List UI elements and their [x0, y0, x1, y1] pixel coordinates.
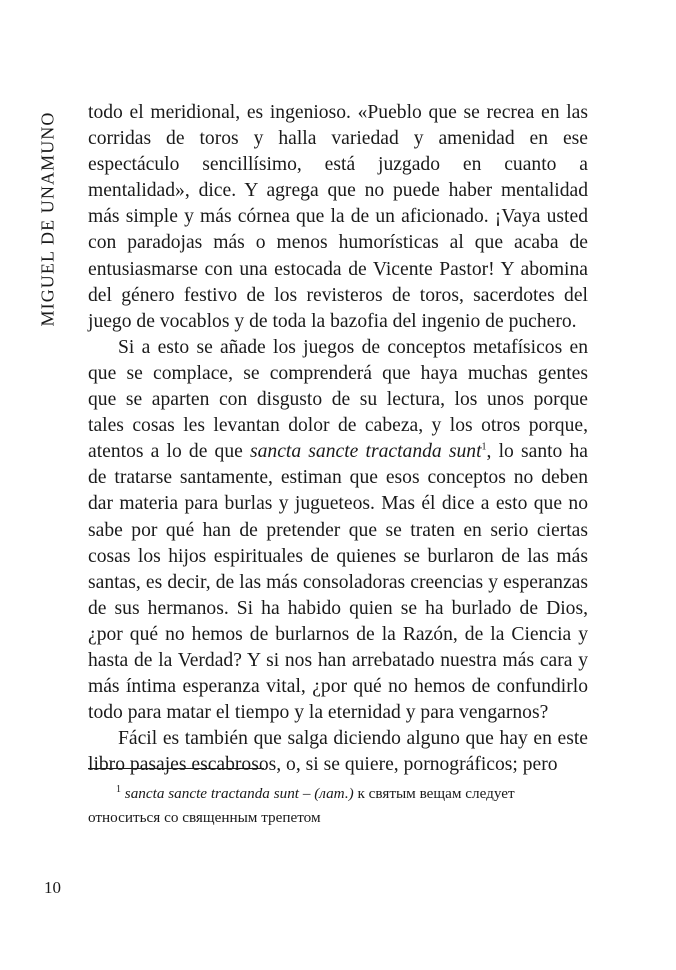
footnote-rule — [88, 768, 264, 769]
text-line — [88, 518, 588, 544]
text-line — [88, 204, 588, 230]
text-segment: libro pasajes escabrosos, o, si se quiere, pornográficos; pero — [88, 754, 558, 776]
text-line — [88, 257, 588, 283]
text-line — [88, 230, 588, 256]
text-line — [88, 439, 588, 465]
footnote-line — [88, 782, 588, 806]
text-segment: con paradojas más o menos humorísticas al que acaba de — [88, 232, 588, 254]
text-segment: atentos a lo de que — [88, 441, 250, 463]
footnote-lang: (лат.) — [314, 785, 354, 802]
text-line — [88, 413, 588, 439]
text-segment: sabe por qué han de pretender que se traten en serio ciertas — [88, 519, 588, 541]
text-segment: Fácil es también que salga diciendo alguno que hay en este — [118, 728, 588, 750]
footnote-dash: – — [299, 785, 315, 802]
text-segment: más simple y más córnea que la de un aficionado. ¡Vaya usted — [88, 206, 588, 228]
text-line — [88, 596, 588, 622]
text-line — [88, 335, 588, 361]
text-segment: dar materia para burlas y jugueteos. Mas él dice a esto que no — [88, 493, 588, 515]
text-segment: juego de vocablos y de toda la bazofia del ingenio de puchero. — [88, 310, 577, 332]
text-segment: sancta sancte tractanda sunt — [250, 441, 482, 463]
page-number: 10 — [44, 878, 61, 897]
text-segment: todo para matar el tiempo y la eternidad y para vengarnos? — [88, 702, 549, 724]
text-line — [88, 126, 588, 152]
footnote-marker: 1 — [116, 783, 121, 795]
footnote-ref: 1 — [481, 441, 487, 453]
text-line — [88, 726, 588, 752]
text-segment: corridas de toros y halla variedad y amenidad en ese — [88, 128, 588, 150]
text-line — [88, 178, 588, 204]
text-line — [88, 465, 588, 491]
text-line — [88, 570, 588, 596]
text-segment: Si a esto se añade los juegos de conceptos metafísicos en — [118, 336, 588, 358]
text-segment: que se complace, se comprenderá que haya muchas gentes — [88, 362, 588, 384]
text-segment: de sus hermanos. Si ha habido quien se ha burlado de Dios, — [88, 597, 588, 619]
text-line — [88, 491, 588, 517]
footnote-text-1: к святым вещам следует — [353, 785, 515, 802]
text-line — [88, 100, 588, 126]
footnote-text-2: относиться со священным трепетом — [88, 809, 321, 826]
text-line — [88, 544, 588, 570]
text-segment: , lo santo ha — [486, 441, 589, 463]
text-line — [88, 700, 588, 726]
text-segment: ¿por qué no hemos de burlarnos de la Razón, de la Ciencia y — [88, 623, 588, 645]
text-segment: entusiasmarse con una estocada de Vicente Pastor! Y abomina — [88, 258, 588, 280]
text-segment: del género festivo de los revisteros de toros, sacerdotes del — [88, 284, 588, 306]
text-segment: hasta de la Verdad? Y si nos han arrebatado nuestra más cara y — [88, 649, 588, 671]
text-line — [88, 648, 588, 674]
text-line — [88, 674, 588, 700]
text-segment: espectáculo sencillísimo, está juzgado en cuanto a — [88, 154, 588, 176]
running-head-text: MIGUEL DE UNAMUNO — [37, 111, 58, 327]
text-line — [88, 283, 588, 309]
text-line — [88, 622, 588, 648]
text-segment: más íntima esperanza vital, ¿por qué no hemos de confundirlo — [88, 676, 588, 698]
text-line — [88, 752, 588, 778]
text-line — [88, 387, 588, 413]
text-segment: todo el meridional, es ingenioso. «Pueblo que se recrea en las — [88, 102, 588, 123]
text-segment: de tratarse santamente, estiman que esos conceptos no deben — [88, 467, 588, 489]
text-segment: mentalidad», dice. Y agrega que no puede haber mentalidad — [88, 180, 588, 202]
text-segment: tales cosas les levantan dolor de cabeza, y los otros porque, — [88, 415, 588, 437]
footnote-line — [88, 806, 588, 830]
text-line — [88, 361, 588, 387]
text-segment: cosas los hijos espirituales de quienes se burlaron de las más — [88, 545, 588, 567]
footnote-term: sancta sancte tractanda sunt — [124, 785, 300, 802]
body-text — [88, 100, 588, 778]
running-head — [38, 108, 58, 330]
text-segment: santas, es decir, de las más consoladoras creencias y esperanzas — [88, 571, 588, 593]
text-segment: que se aparten con disgusto de su lectura, los unos porque — [88, 389, 588, 411]
footnote — [88, 782, 588, 830]
text-line — [88, 309, 588, 335]
text-line — [88, 152, 588, 178]
